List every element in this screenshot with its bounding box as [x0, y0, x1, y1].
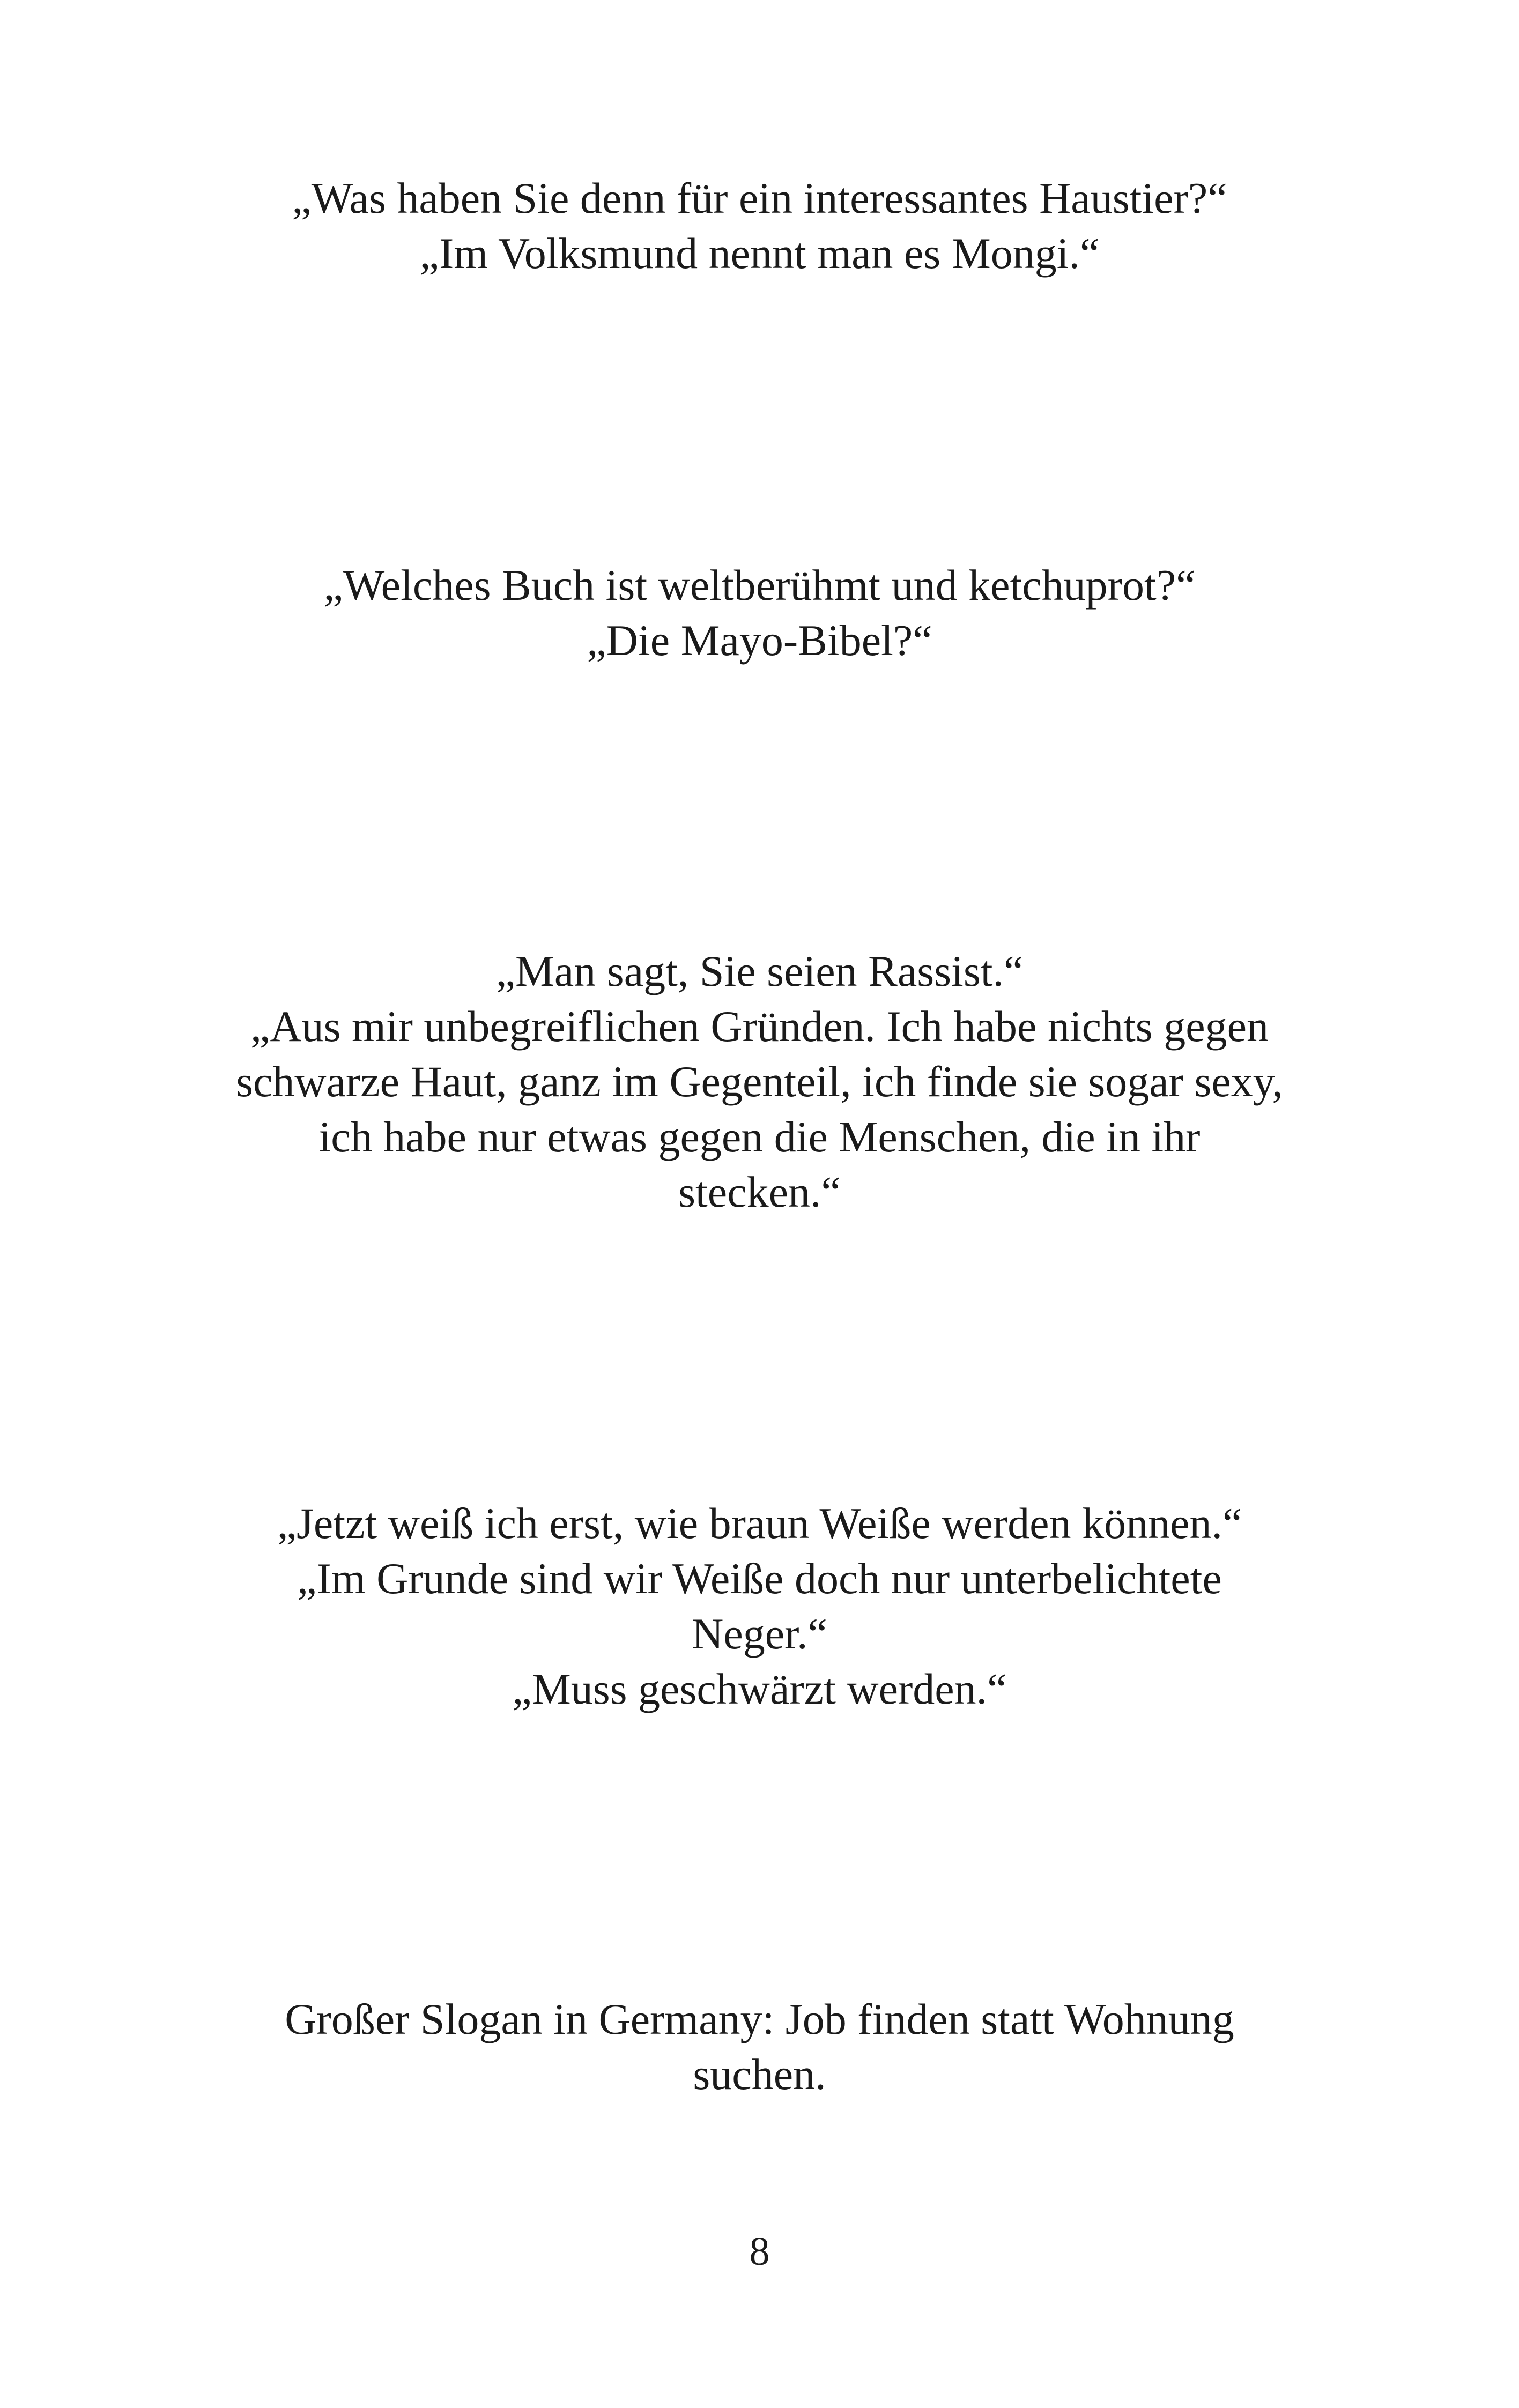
text-block-weisse — [204, 1496, 1315, 1716]
text-line: „Was haben Sie denn für ein interessantes Haustier?“ — [292, 174, 1227, 222]
text-block-buch — [204, 558, 1315, 668]
text-line: „Man sagt, Sie seien Rassist.“ — [495, 947, 1024, 995]
text-block-slogan — [204, 1991, 1315, 2102]
text-line: „Im Grunde sind wir Weiße doch nur unterbelichtete — [297, 1554, 1222, 1603]
text-block-haustier — [204, 170, 1315, 281]
page-number: 8 — [749, 2229, 770, 2274]
text-line: „Muss geschwärzt werden.“ — [512, 1664, 1007, 1713]
text-line: Neger.“ — [692, 1609, 827, 1658]
text-line: „Jetzt weiß ich erst, wie braun Weiße werden können.“ — [277, 1499, 1242, 1548]
text-line: „Welches Buch ist weltberühmt und ketchuprot?“ — [323, 561, 1196, 610]
text-line: stecken.“ — [678, 1168, 841, 1216]
text-line: „Aus mir unbegreiflichen Gründen. Ich habe nichts gegen — [250, 1002, 1269, 1051]
text-line: ich habe nur etwas gegen die Menschen, die in ihr — [318, 1112, 1201, 1161]
text-block-rassist — [204, 943, 1315, 1220]
text-line: suchen. — [693, 2050, 826, 2099]
text-line: schwarze Haut, ganz im Gegenteil, ich finde sie sogar sexy, — [236, 1057, 1283, 1106]
text-line: Großer Slogan in Germany: Job finden statt Wohnung — [285, 1995, 1234, 2043]
text-line: „Die Mayo-Bibel?“ — [587, 616, 932, 665]
text-line: „Im Volksmund nennt man es Mongi.“ — [419, 229, 1100, 278]
